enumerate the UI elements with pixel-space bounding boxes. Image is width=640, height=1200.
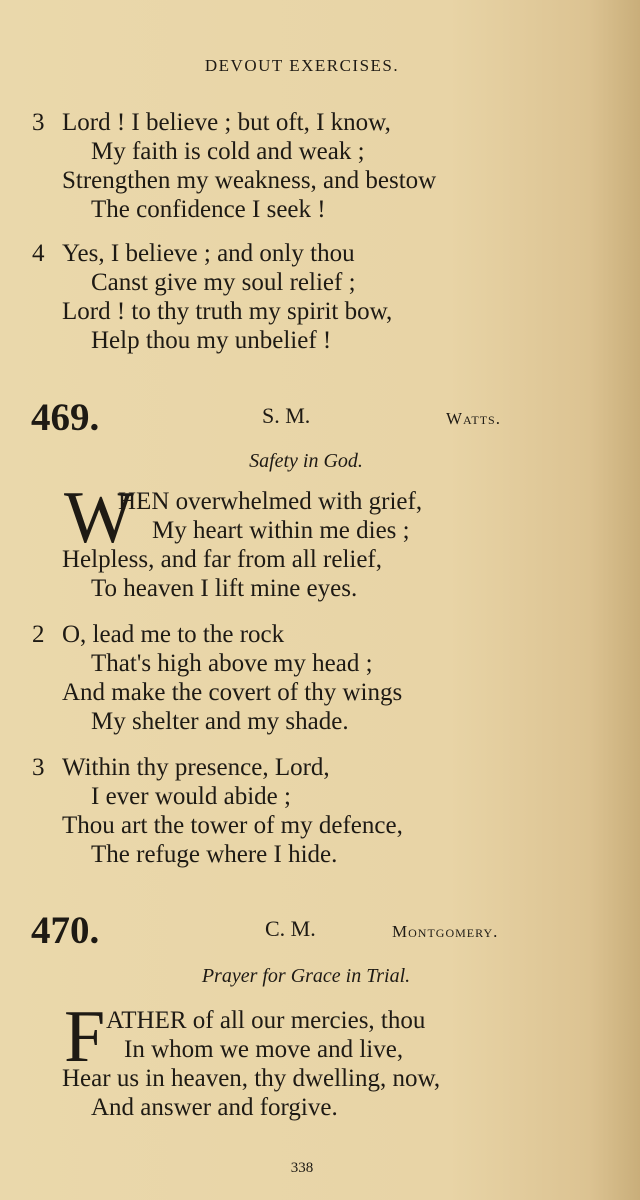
verse-line: The refuge where I hide. — [91, 841, 338, 868]
hymn-number: 469. — [31, 396, 100, 439]
drop-cap: W — [64, 477, 134, 559]
hymn-title: Prayer for Grace in Trial. — [201, 965, 411, 987]
hymn-heading — [0, 908, 620, 952]
verse-line: My heart within me dies ; — [152, 517, 410, 544]
verse-line: To heaven I lift mine eyes. — [91, 575, 358, 602]
verse-line: In whom we move and live, — [124, 1036, 404, 1063]
verse-line: My shelter and my shade. — [91, 708, 349, 735]
verse-line: I ever would abide ; — [91, 783, 291, 810]
verse-line: Lord ! to thy truth my spirit bow, — [62, 298, 393, 325]
verse-line: O, lead me to the rock — [62, 621, 285, 648]
hymn-meter: S. M. — [262, 403, 311, 428]
hymn-meter: C. M. — [265, 916, 316, 941]
verse-line: My faith is cold and weak ; — [91, 138, 365, 165]
stanza — [0, 620, 620, 736]
stanza-number: 3 — [32, 754, 45, 781]
stanza-number: 4 — [32, 240, 45, 267]
verse-line: ATHER of all our mercies, thou — [106, 1007, 426, 1034]
stanza-number: 2 — [32, 621, 45, 648]
stanza — [0, 239, 620, 355]
verse-line: Thou art the tower of my defence, — [62, 812, 403, 839]
verse-line: And make the covert of thy wings — [62, 679, 403, 706]
verse-line: HEN overwhelmed with grief, — [118, 488, 423, 515]
verse-line: That's high above my head ; — [91, 650, 373, 677]
drop-cap: F — [64, 996, 106, 1078]
page-number: 338 — [290, 1160, 314, 1176]
verse-line: And answer and forgive. — [91, 1094, 338, 1121]
verse-line: Within thy presence, Lord, — [62, 754, 330, 781]
verse-line: Helpless, and far from all relief, — [62, 546, 383, 573]
verse-line: Yes, I believe ; and only thou — [62, 240, 355, 267]
verse-line: The confidence I seek ! — [91, 196, 326, 223]
verse-line: Strengthen my weakness, and bestow — [62, 167, 437, 194]
stanza — [0, 996, 620, 1122]
verse-line: Canst give my soul relief ; — [91, 269, 356, 296]
verse-line: Hear us in heaven, thy dwelling, now, — [62, 1065, 441, 1092]
running-header: DEVOUT EXERCISES. — [204, 56, 400, 75]
verse-line: Help thou my unbelief ! — [91, 327, 332, 354]
stanza — [0, 108, 620, 224]
stanza-number: 3 — [32, 109, 45, 136]
verse-line: Lord ! I believe ; but oft, I know, — [62, 109, 391, 136]
hymn-heading — [0, 395, 620, 439]
hymn-author: Montgomery. — [392, 922, 499, 941]
hymn-title: Safety in God. — [249, 450, 363, 472]
stanza — [0, 753, 620, 869]
hymn-number: 470. — [31, 909, 100, 952]
hymn-author: Watts. — [446, 409, 501, 428]
stanza — [0, 477, 620, 603]
